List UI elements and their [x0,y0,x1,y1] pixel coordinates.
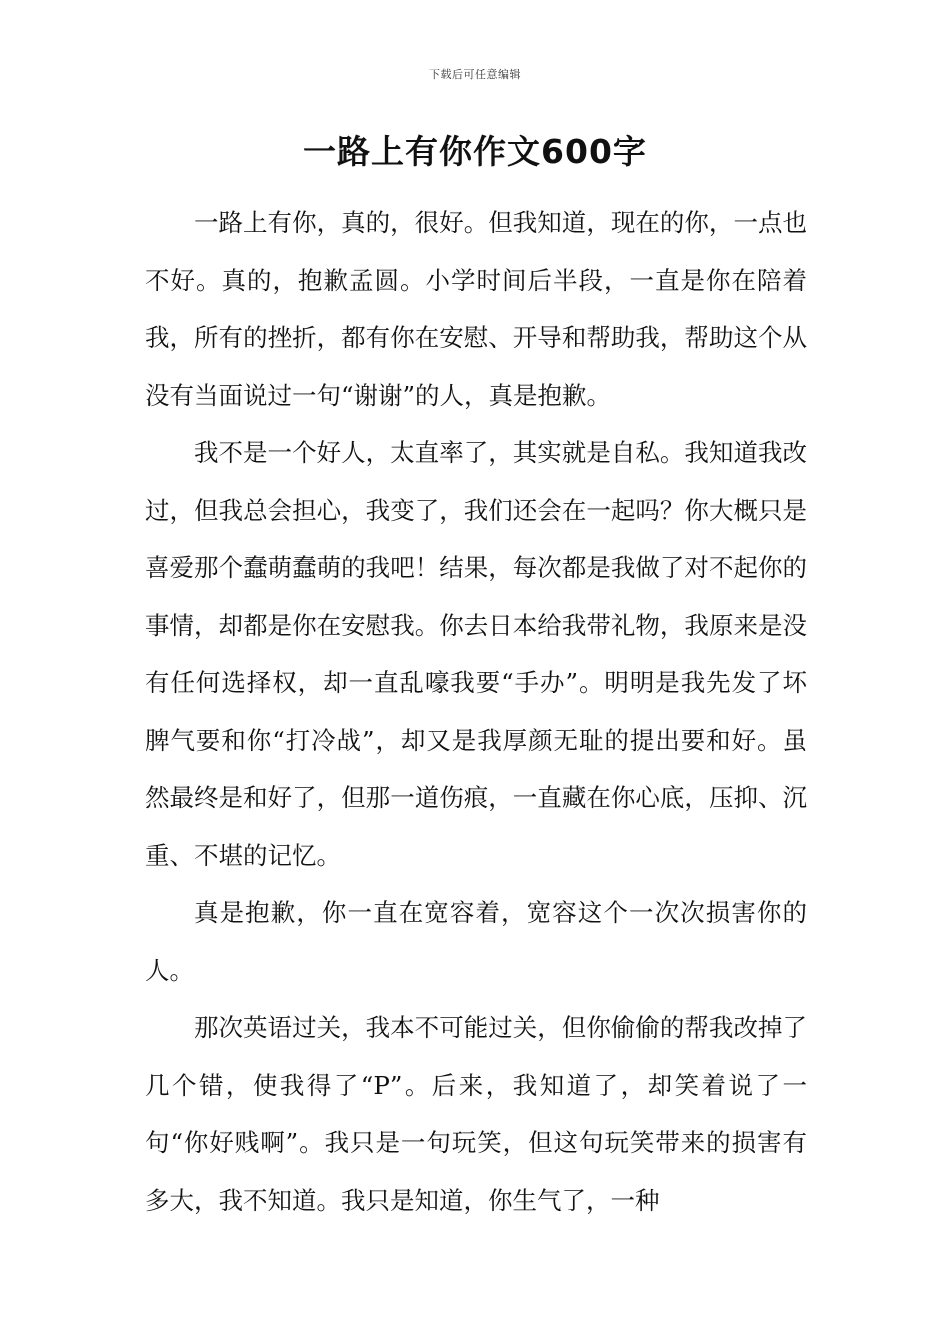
paragraph-4: 那次英语过关，我本不可能过关，但你偷偷的帮我改掉了几个错，使我得了“P”。后来，我知道了，却笑着说了一句“你好贱啊”。我只是一句玩笑，但这句玩笑带来的损害有多大，我不知道。我只是知道，你生气了，一种 [145,1013,807,1215]
paragraph-3: 真是抱歉，你一直在宽容着，宽容这个一次次损害你的人。 [145,898,807,985]
paragraph-2: 我不是一个好人，太直率了，其实就是自私。我知道我改过，但我总会担心，我变了，我们还会在一起吗？你大概只是喜爱那个蠢萌蠢萌的我吧！结果，每次都是我做了对不起你的事情，却都是你在安慰我。你去日本给我带礼物，我原来是没有任何选择权，却一直乱嚎我要“手办”。明明是我先发了坏脾气要和你“打冷战”，却又是我厚颜无耻的提出要和好。虽然最终是和好了，但那一道伤痕，一直藏在你心底，压抑、沉重、不堪的记忆。 [145,438,807,870]
header-note: 下载后可任意编辑 [429,68,521,81]
document-title: 一路上有你作文600字 [303,132,647,171]
document-body [145,194,807,1229]
paragraph-1: 一路上有你，真的，很好。但我知道，现在的你，一点也不好。真的，抱歉孟圆。小学时间后半段，一直是你在陪着我，所有的挫折，都有你在安慰、开导和帮助我，帮助这个从没有当面说过一句“谢谢”的人，真是抱歉。 [145,208,807,410]
